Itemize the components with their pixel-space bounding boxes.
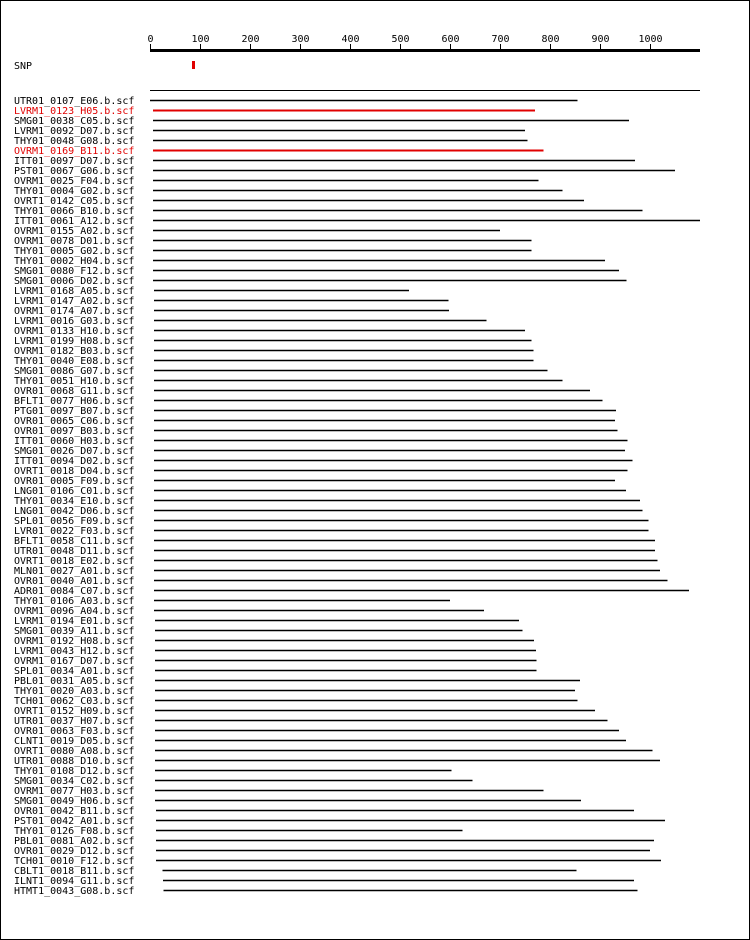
read-name[interactable]: OVR01_0068_G11.b.scf (14, 386, 135, 397)
snp-track (14, 61, 700, 91)
read-name[interactable]: OVRM1_0167_D07.b.scf (14, 656, 135, 667)
axis-tick-label: 700 (491, 34, 510, 45)
read-name[interactable]: PST01_0067_G06.b.scf (14, 166, 135, 177)
read-name[interactable]: OVRM1_0174_A07.b.scf (14, 306, 135, 317)
read-name[interactable]: MLN01_0027_A01.b.scf (14, 566, 135, 577)
read-name[interactable]: OVR01_0097_B03.b.scf (14, 426, 135, 437)
read-name[interactable]: LVR01_0022_F03.b.scf (14, 526, 135, 537)
read-name[interactable]: OVRT1_0142_C05.b.scf (14, 196, 135, 207)
read-name[interactable]: ADR01_0084_C07.b.scf (14, 586, 135, 597)
read-name[interactable]: UTR01_0048_D11.b.scf (14, 546, 135, 557)
read-name[interactable]: OVR01_0005_F09.b.scf (14, 476, 135, 487)
axis-tick-label: 0 (147, 34, 154, 45)
read-name[interactable]: THY01_0034_E10.b.scf (14, 496, 135, 507)
read-name[interactable]: PBL01_0031_A05.b.scf (14, 676, 135, 687)
read-name[interactable]: OVRM1_0169_B11.b.scf (14, 146, 135, 157)
read-name[interactable]: BFLT1_0058_C11.b.scf (14, 536, 135, 547)
read-name[interactable]: OVRT1_0018_E02.b.scf (14, 556, 135, 567)
read-name[interactable]: THY01_0108_D12.b.scf (14, 766, 135, 777)
axis-tick-label: 400 (341, 34, 360, 45)
read-row (14, 886, 638, 897)
read-name[interactable]: TCH01_0062_C03.b.scf (14, 696, 135, 707)
read-name[interactable]: LVRM1_0199_H08.b.scf (14, 336, 135, 347)
read-name[interactable]: LVRM1_0168_A05.b.scf (14, 286, 135, 297)
read-name[interactable]: ITT01_0060_H03.b.scf (14, 436, 135, 447)
read-name[interactable]: OVRM1_0192_H08.b.scf (14, 636, 135, 647)
axis-tick-label: 600 (441, 34, 460, 45)
read-name[interactable]: OVRM1_0077_H03.b.scf (14, 786, 135, 797)
position-axis (147, 34, 700, 51)
axis-tick-label: 900 (591, 34, 610, 45)
read-name[interactable]: OVR01_0040_A01.b.scf (14, 576, 135, 587)
read-name[interactable]: CLNT1_0019_D05.b.scf (14, 736, 135, 747)
read-name[interactable]: LVRM1_0092_D07.b.scf (14, 126, 135, 137)
read-name[interactable]: SMG01_0080_F12.b.scf (14, 266, 135, 277)
read-name[interactable]: THY01_0002_H04.b.scf (14, 256, 135, 267)
read-name[interactable]: SMG01_0039_A11.b.scf (14, 626, 135, 637)
read-name[interactable]: THY01_0004_G02.b.scf (14, 186, 135, 197)
read-name[interactable]: THY01_0005_G02.b.scf (14, 246, 135, 257)
read-name[interactable]: THY01_0051_H10.b.scf (14, 376, 135, 387)
read-list (14, 96, 700, 897)
read-name[interactable]: OVRT1_0152_H09.b.scf (14, 706, 135, 717)
read-name[interactable]: LVRM1_0016_G03.b.scf (14, 316, 135, 327)
read-name[interactable]: THY01_0040_E08.b.scf (14, 356, 135, 367)
read-name[interactable]: THY01_0106_A03.b.scf (14, 596, 135, 607)
axis-tick-label: 300 (291, 34, 310, 45)
read-name[interactable]: OVRM1_0025_F04.b.scf (14, 176, 135, 187)
read-name[interactable]: LVRM1_0123_H05.b.scf (14, 106, 135, 117)
read-name[interactable]: ITT01_0094_D02.b.scf (14, 456, 135, 467)
axis-tick-label: 500 (391, 34, 410, 45)
read-name[interactable]: SMG01_0034_C02.b.scf (14, 776, 135, 787)
read-name[interactable]: OVR01_0065_C06.b.scf (14, 416, 135, 427)
read-name[interactable]: OVRM1_0096_A04.b.scf (14, 606, 135, 617)
read-name[interactable]: OVRM1_0182_B03.b.scf (14, 346, 135, 357)
read-name[interactable]: TCH01_0010_F12.b.scf (14, 856, 135, 867)
read-name[interactable]: LVRM1_0194_E01.b.scf (14, 616, 135, 627)
read-name[interactable]: SMG01_0086_G07.b.scf (14, 366, 135, 377)
snp-label: SNP (14, 61, 33, 72)
axis-tick-label: 100 (191, 34, 210, 45)
read-name[interactable]: OVRM1_0078_D01.b.scf (14, 236, 135, 247)
read-name[interactable]: SMG01_0006_D02.b.scf (14, 276, 135, 287)
read-name[interactable]: BFLT1_0077_H06.b.scf (14, 396, 135, 407)
axis-tick-label: 800 (541, 34, 560, 45)
read-name[interactable]: OVR01_0042_B11.b.scf (14, 806, 135, 817)
read-name[interactable]: LNG01_0106_C01.b.scf (14, 486, 135, 497)
read-name[interactable]: PST01_0042_A01.b.scf (14, 816, 135, 827)
read-name[interactable]: THY01_0048_G08.b.scf (14, 136, 135, 147)
read-name[interactable]: SPL01_0056_F09.b.scf (14, 516, 135, 527)
read-name[interactable]: ILNT1_0094_G11.b.scf (14, 876, 135, 887)
read-name[interactable]: UTR01_0037_H07.b.scf (14, 716, 135, 727)
read-name[interactable]: SPL01_0034_A01.b.scf (14, 666, 135, 677)
read-name[interactable]: CBLT1_0018_B11.b.scf (14, 866, 135, 877)
read-name[interactable]: UTR01_0088_D10.b.scf (14, 756, 135, 767)
axis-tick-label: 1000 (638, 34, 663, 45)
read-name[interactable]: SMG01_0026_D07.b.scf (14, 446, 135, 457)
read-name[interactable]: LVRM1_0147_A02.b.scf (14, 296, 135, 307)
axis-tick-label: 200 (241, 34, 260, 45)
read-name[interactable]: HTMT1_0043_G08.b.scf (14, 886, 135, 897)
read-name[interactable]: OVR01_0063_F03.b.scf (14, 726, 135, 737)
read-name[interactable]: LVRM1_0043_H12.b.scf (14, 646, 135, 657)
read-name[interactable]: OVR01_0029_D12.b.scf (14, 846, 135, 857)
read-name[interactable]: UTR01_0107_E06.b.scf (14, 96, 135, 107)
read-name[interactable]: THY01_0020_A03.b.scf (14, 686, 135, 697)
read-name[interactable]: THY01_0066_B10.b.scf (14, 206, 135, 217)
read-name[interactable]: OVRT1_0080_A08.b.scf (14, 746, 135, 757)
read-name[interactable]: ITT01_0061_A12.b.scf (14, 216, 135, 227)
read-name[interactable]: OVRM1_0155_A02.b.scf (14, 226, 135, 237)
read-name[interactable]: ITT01_0097_D07.b.scf (14, 156, 135, 167)
read-name[interactable]: LNG01_0042_D06.b.scf (14, 506, 135, 517)
read-name[interactable]: THY01_0126_F08.b.scf (14, 826, 135, 837)
read-name[interactable]: OVRT1_0018_D04.b.scf (14, 466, 135, 477)
snp-marker (192, 61, 195, 69)
read-name[interactable]: SMG01_0049_H06.b.scf (14, 796, 135, 807)
read-name[interactable]: PBL01_0081_A02.b.scf (14, 836, 135, 847)
read-name[interactable]: OVRM1_0133_H10.b.scf (14, 326, 135, 337)
read-name[interactable]: PTG01_0097_B07.b.scf (14, 406, 135, 417)
read-name[interactable]: SMG01_0038_C05.b.scf (14, 116, 135, 127)
